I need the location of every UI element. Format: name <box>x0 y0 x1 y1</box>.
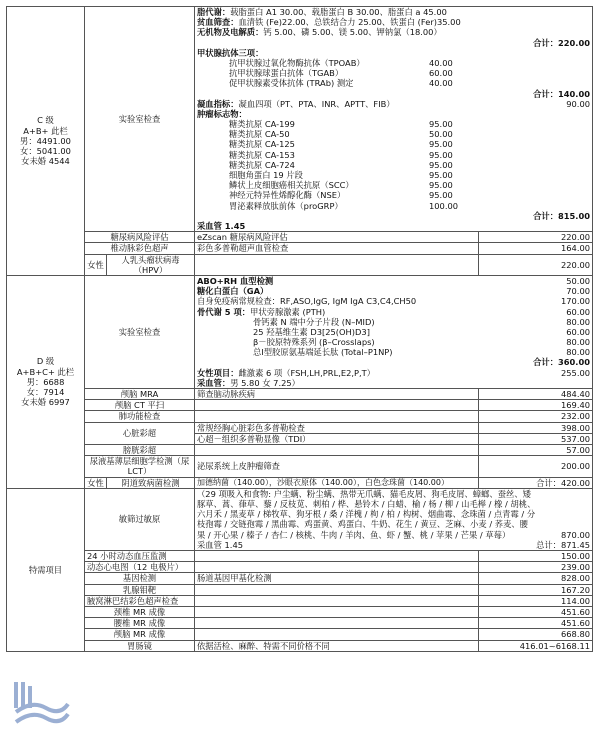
level-price-female: 女：7914 <box>26 386 65 397</box>
table-row: 24 小时动态血压监测 150.00 <box>7 551 593 562</box>
level-c-cell <box>7 7 85 276</box>
level-price-male: 男：4491.00 <box>20 135 71 146</box>
table-row: 颅脑 MR 成像 668.80 <box>7 629 593 640</box>
category-cell: 实验室检查 <box>85 275 195 388</box>
table-row: 女性 人乳头瘤状病毒（HPV） 220.00 <box>7 254 593 275</box>
category-label: 实验室检查 <box>118 113 161 124</box>
table-row: 颈椎 MR 成像 451.60 <box>7 607 593 618</box>
gender-label: 女性 <box>85 254 107 275</box>
level-scope: A+B+C+ 此栏 <box>16 366 75 377</box>
gender-label: 女性 <box>85 477 107 488</box>
level-price-female: 女：5041.00 <box>20 146 71 157</box>
lab-item: 糖类抗原 CA-50 50.00 <box>229 129 453 140</box>
allergy-price: 870.00 <box>560 529 591 540</box>
lab-item: 促甲状腺素受体抗体 (TRAb) 测定 40.00 <box>229 78 453 89</box>
subtotal: 合计：815.00 <box>533 210 591 221</box>
allergy-footer: 采血管 1.45 总计：871.45 <box>197 539 591 550</box>
lab-item: 糖类抗原 CA-199 95.00 <box>229 119 453 130</box>
allergy-panel-text: （29 项吸入和食物: 户尘螨、粉尘螨、热带无爪螨、猫毛皮屑、狗毛皮屑、蟑螂、蚕丝、矮豚草、蒿、葎草、藜 / 反枝苋、刺柏 / 桦、悬铃木 / 白蜡、榆 / 杨 / 柳 / 山毛榉 / 橡 / 胡桃、六月禾 / 黑麦草 / 梯牧草、狗牙根 / 桑 / 洋槐 / 枸 / 柏 / 构树、烟曲霉、念珠菌 / 点青霉 / 分枝孢霉 / 交链孢霉 / 黑曲霉、鸡蛋黄、鸡蛋白、牛奶、花生 / 黄豆、芝麻、小麦 / 荞麦、腰果 / 开心果 / 榛子 / 杏仁 / 核桃、牛肉 / 羊肉、鱼、虾 / 蟹、桃 / 苹果 / 芒果 / 草莓） <box>197 488 536 540</box>
allergy-detail-cell <box>195 488 593 550</box>
table-row: 特需项目 敏筛过敏原 （29 项吸入和食物: 户尘螨、粉尘螨、热带无爪螨、猫毛皮屑、狗毛皮屑、蟑螂、蚕丝、矮豚草、蒿、葎草、藜 / 反枝苋、刺柏 / 桦、悬铃木 / 白蜡、榆 / 杨 / 柳 / 山毛榉 / 橡 / 胡桃、六月禾 / 黑麦草 / 梯牧草、狗牙根 / 桑 / 洋槐 / 枸 / 柏 / 构树、烟曲霉、念珠菌 / 点青霉 / 分枝孢霉 / 交链孢霉 / 黑曲霉、鸡蛋黄、鸡蛋白、牛奶、花生 / 黄豆、芝麻、小麦 / 荞麦、腰果 / 开心果 / 榛子 / 杏仁 / 核桃、牛肉 / 羊肉、鱼、虾 / 蟹、桃 / 苹果 / 芒果 / 草莓） 870.00 采血管 1.45 总计：871.45 <box>7 488 593 550</box>
lab-item: 骨钙素 N 端中分子片段 (N–MID) 80.00 <box>253 316 591 327</box>
level-title: C 级 <box>37 115 54 126</box>
table-row: 胃肠镜 依据活检、麻醉、特需不同价格不同 416.01~6168.11 <box>7 640 593 651</box>
lab-line: 自身免疫病常规检查：RF,ASO,IgG, IgM IgA C3,C4,CH50 170.00 <box>197 296 591 307</box>
lab-line: 无机物及电解质：钙 5.00、磷 5.00、镁 5.00、钾钠氯（18.00） <box>197 27 442 38</box>
table-row: 颅脑 MRA 筛查脑动脉疾病 484.40 <box>7 389 593 400</box>
lab-item: 糖类抗原 CA-724 95.00 <box>229 159 453 170</box>
table-row: 心超－组织多普勒显像（TDI） 537.00 <box>7 433 593 444</box>
table-row <box>7 275 593 388</box>
lab-line: ABO+RH 血型检测 50.00 <box>197 275 591 286</box>
category-cell <box>85 7 195 232</box>
table-row: 心脏彩超 常规经胸心脏彩色多普勒检查 398.00 <box>7 422 593 433</box>
table-row: 腋窝淋巴结彩色超声检查 114.00 <box>7 595 593 606</box>
table-row: 膀胱彩超 57.00 <box>7 445 593 456</box>
level-d-cell <box>7 275 85 488</box>
lab-detail-cell <box>195 7 593 232</box>
subtotal: 合计：220.00 <box>533 37 591 48</box>
table-row: 动态心电图（12 电极片） 239.00 <box>7 562 593 573</box>
checkup-price-table <box>6 6 593 652</box>
lab-item: 糖类抗原 CA-153 95.00 <box>229 149 453 160</box>
lab-line: 凝血指标：凝血四项（PT、PTA、INR、APTT、FIB） 90.00 <box>197 98 591 109</box>
lab-item: β－胶原特殊系列 (β–Crosslaps) 80.00 <box>253 337 591 348</box>
table-row: 基因检测 肠道基因甲基化检测 828.00 <box>7 573 593 584</box>
subtotal: 合计：360.00 <box>533 357 591 368</box>
special-items-cell: 特需项目 <box>7 488 85 651</box>
table-row: 女性 阴道致病菌检测 加德纳菌（140.00），沙眼衣原体（140.00），白色念珠菌（140.00） 合计：420.00 <box>7 477 593 488</box>
lab-item: 细胞角蛋白 19 片段 95.00 <box>229 170 453 180</box>
level-price-unmarried: 女未婚 6997 <box>21 397 70 408</box>
table-row: 乳腺钼靶 167.20 <box>7 584 593 595</box>
lab-detail-cell <box>195 275 593 388</box>
level-price-male: 男：6688 <box>26 376 65 387</box>
lab-item: 胃泌素释放肽前体（proGRP） 100.00 <box>229 200 459 211</box>
hospital-logo-icon <box>10 678 70 728</box>
lab-item: 抗甲状腺球蛋白抗体（TGAB） 60.00 <box>229 68 453 79</box>
lab-line: 女性项目：雌激素 6 项（FSH,LH,PRL,E2,P,T） 255.00 <box>197 367 591 378</box>
lab-item: 25 羟基维生素 D3[25(OH)D3] 60.00 <box>253 326 591 337</box>
level-scope: A+B+ 此栏 <box>23 125 68 136</box>
lab-item: 总Ⅰ型胶原氨基端延长肽 (Total–P1NP) 80.00 <box>253 347 591 358</box>
table-row: 肺功能检查 232.00 <box>7 411 593 422</box>
lab-item: 糖类抗原 CA-125 95.00 <box>229 139 453 150</box>
lab-line: 采血管：男 5.80 女 7.25） <box>197 377 300 388</box>
lab-item: 抗甲状腺过氧化物酶抗体（TPOAB） 40.00 <box>229 57 453 68</box>
table-row: 颅脑 CT 平扫 169.40 <box>7 400 593 411</box>
lab-item: 神经元特异性烯醇化酶（NSE） 95.00 <box>229 190 453 201</box>
level-price-unmarried: 女未婚 4544 <box>21 156 70 167</box>
lab-line: 脂代谢：载脂蛋白 A1 30.00、载脂蛋白 B 30.00、脂蛋白 a 45.00 <box>197 7 447 17</box>
lab-line: 糖化白蛋白（GA） 70.00 <box>197 286 591 297</box>
table-row <box>7 7 593 232</box>
hpv-category: 人乳头瘤状病毒（HPV） <box>107 254 195 275</box>
lab-line: 贫血筛查：血清铁 (Fe)22.00、总铁结合力 25.00、铁蛋白 (Fer)35.00 <box>197 17 461 28</box>
group-title: 肿瘤标志物： <box>197 108 247 119</box>
subtotal: 合计：140.00 <box>533 88 591 99</box>
group-title: 甲状腺抗体三项： <box>197 47 264 58</box>
table-row: 糖尿病风险评估 eZscan 糖尿病风险评估 220.00 <box>7 232 593 243</box>
lab-item: 鳞状上皮细胞癌相关抗原（SCC） 95.00 <box>229 180 453 191</box>
table-row: 椎动脉彩色超声 彩色多普勒超声血管检查 164.00 <box>7 243 593 254</box>
lab-line: 骨代谢 5 项：甲状旁腺激素 (PTH) 60.00 <box>197 306 591 317</box>
table-row: 尿液基薄层细胞学检测（尿 LCT） 泌尿系统上皮肿瘤筛查 200.00 <box>7 456 593 477</box>
table-row: 腰椎 MR 成像 451.60 <box>7 618 593 629</box>
level-title: D 级 <box>36 356 55 367</box>
blood-tube-fee: 采血管 1.45 <box>197 220 246 231</box>
